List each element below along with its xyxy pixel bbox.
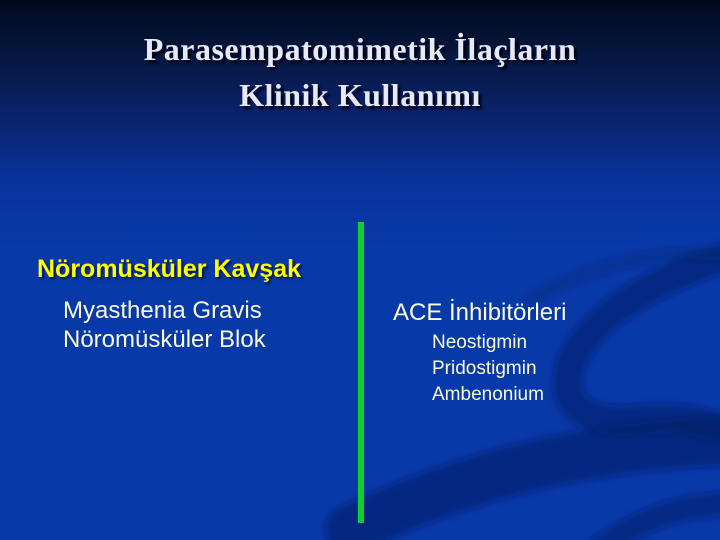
slide-title bbox=[0, 26, 720, 118]
swirl-arc-corner bbox=[600, 504, 720, 540]
right-section-items bbox=[432, 330, 544, 408]
right-item-pridostigmin: Pridostigmin bbox=[432, 358, 537, 379]
right-item-ambenonium: Ambenonium bbox=[432, 384, 544, 405]
swirl-band-lower bbox=[350, 440, 720, 530]
swirl-arc-upper bbox=[530, 253, 720, 300]
right-item-neostigmin: Neostigmin bbox=[432, 332, 528, 353]
left-item-myasthenia-gravis: Myasthenia Gravis bbox=[63, 297, 262, 324]
green-vertical-divider bbox=[358, 222, 364, 523]
slide-title-line-1: Parasempatomimetik İlaçların bbox=[143, 31, 577, 67]
left-section-heading: Nöromüsküler Kavşak bbox=[37, 255, 302, 283]
slide-title-line-2: Klinik Kullanımı bbox=[239, 77, 481, 113]
right-section-heading: ACE İnhibitörleri bbox=[393, 299, 567, 326]
swirl-band-scurl bbox=[568, 250, 720, 450]
left-section-items bbox=[63, 296, 266, 354]
left-item-noromuskuler-blok: Nöromüsküler Blok bbox=[63, 326, 266, 353]
